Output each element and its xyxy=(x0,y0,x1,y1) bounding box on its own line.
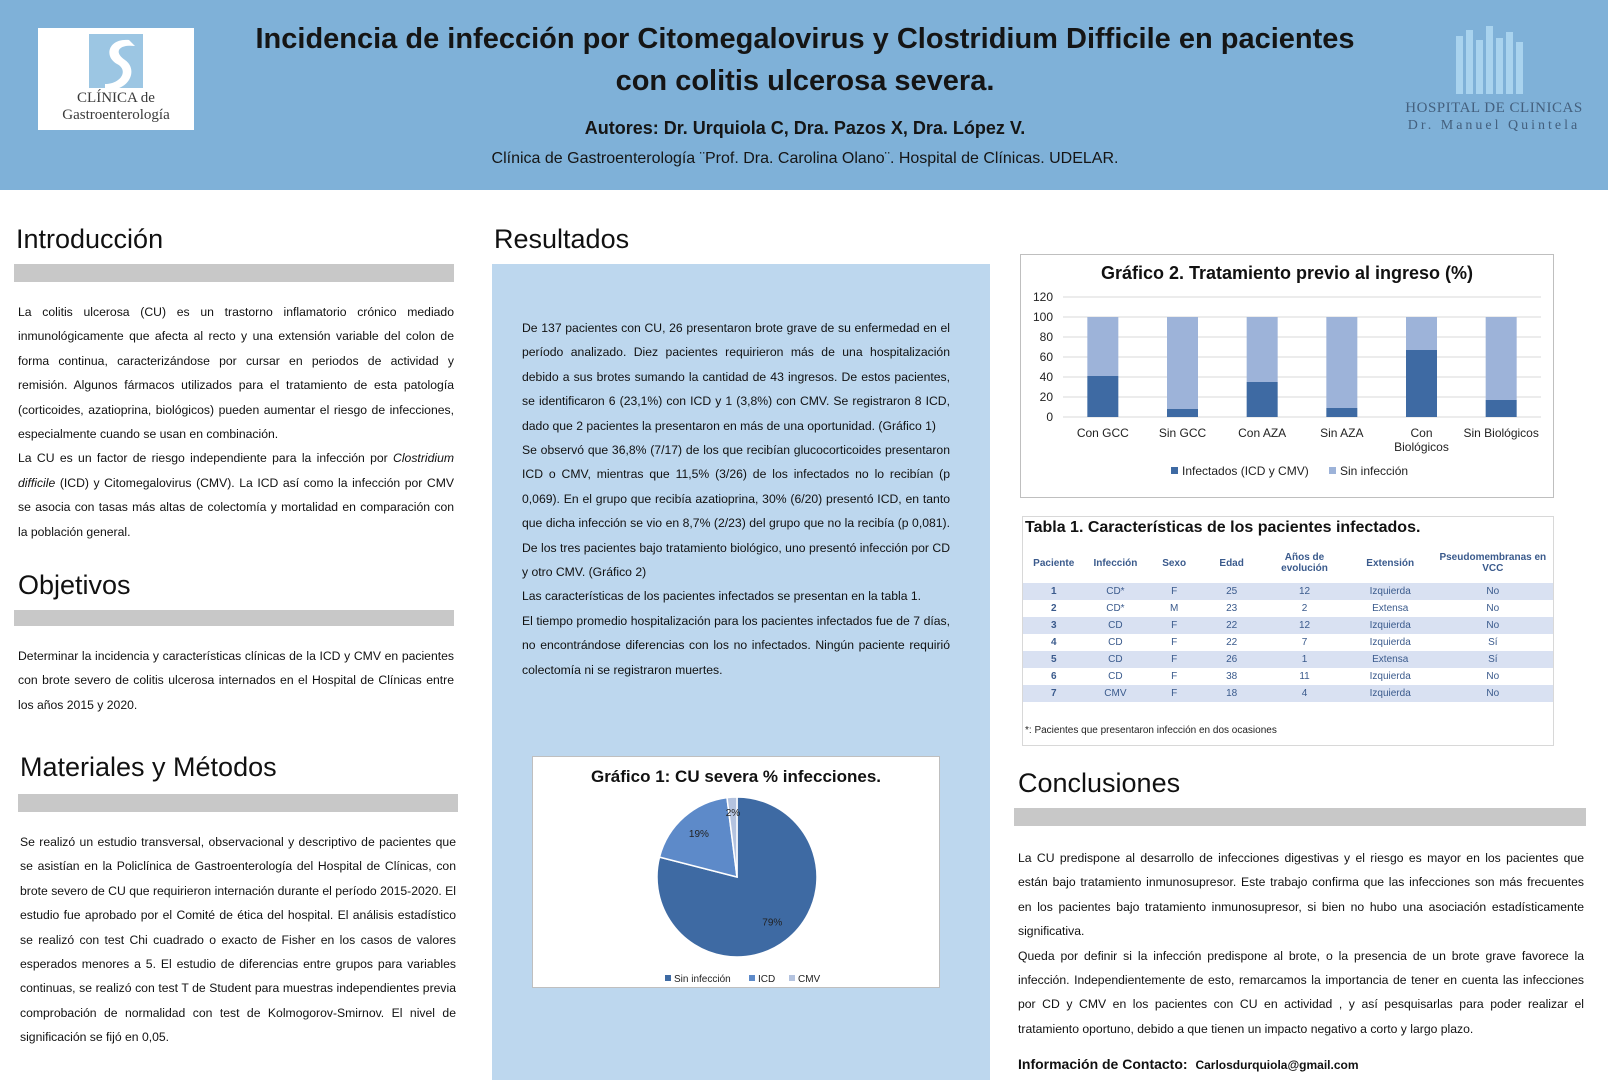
table-cell: CD xyxy=(1084,668,1146,685)
table1-header: Infección xyxy=(1093,557,1138,569)
poster-title-line2: con colitis ulcerosa severa. xyxy=(615,65,995,97)
conclusiones-divider xyxy=(1014,808,1586,826)
table-cell: F xyxy=(1146,651,1202,668)
bar-infectados xyxy=(1087,376,1118,417)
conclusiones-text xyxy=(1018,846,1584,1041)
clinica-logo-line1: CLÍNICA de xyxy=(77,90,155,106)
x-tick-label: Sin AZA xyxy=(1320,426,1364,440)
legend-swatch xyxy=(1171,467,1178,474)
hospital-clinicas-logo xyxy=(1394,22,1594,142)
resultados-paragraph-2: Se observó que 36,8% (7/17) de los que recibían glucocorticoides presentaron ICD o CMV, mientras que 11,5% (3/26) de los infectados no lo recibían (p 0,069). En el grupo que recibía azatioprina, 30% (6/20) presentó ICD, en tanto que dicha infección se vio en 8,7% (2/23) del grupo que no la recibía (p 0,081). De los tres pacientes bajo tratamiento biológico, uno presentó infección por CD y otro CMV. (Gráfico 2) xyxy=(522,443,950,580)
intro-paragraph-2: La CU es un factor de riesgo independiente para la infección por Clostridium difficile (ICD) y Citomegalovirus (CMV). La ICD así como la infección por CMV se asocia con tasas más altas de colectomía y mortalidad en comparación con la población general. xyxy=(18,451,454,539)
resultados-paragraph-3: Las características de los pacientes infectados se presentan en la tabla 1. xyxy=(522,589,922,604)
table1-header: Años de evolución xyxy=(1281,552,1328,574)
table-cell: F xyxy=(1146,668,1202,685)
x-tick-label: Con Biológicos xyxy=(1394,426,1449,454)
table-cell: 11 xyxy=(1261,668,1347,685)
table-cell: 1 xyxy=(1261,651,1347,668)
table-cell: 7 xyxy=(1023,685,1084,702)
table-cell: 5 xyxy=(1023,651,1084,668)
table-row xyxy=(1023,634,1553,651)
bar-infectados xyxy=(1406,350,1437,417)
table-cell: No xyxy=(1433,600,1553,617)
intro-heading: Introducción xyxy=(16,224,164,254)
bar-infectados xyxy=(1247,382,1278,417)
objetivos-text: Determinar la incidencia y características clínicas de la ICD y CMV en pacientes con brote severo de colitis ulcerosa internados en el Hospital de Clínicas entre los años 2015 y 2020. xyxy=(18,649,454,712)
pie-legend xyxy=(665,974,821,985)
table-cell: 22 xyxy=(1202,617,1261,634)
bar-sin-infeccion xyxy=(1167,317,1198,409)
hospital-logo-line2: Dr. Manuel Quintela xyxy=(1407,118,1581,133)
table-cell: CD xyxy=(1084,634,1146,651)
bar-infectados xyxy=(1486,400,1517,417)
table-cell: CD xyxy=(1084,651,1146,668)
table-cell: Extensa xyxy=(1348,600,1433,617)
legend-swatch xyxy=(1329,467,1336,474)
table1-header-row xyxy=(1023,543,1553,583)
table-row xyxy=(1023,651,1553,668)
intro-text xyxy=(18,300,454,544)
y-tick-label: 20 xyxy=(1039,390,1053,404)
hospital-logo-line1: HOSPITAL DE CLINICAS xyxy=(1405,100,1583,116)
poster-header xyxy=(0,0,1608,190)
table-cell: CD* xyxy=(1084,583,1146,600)
bar-infectados xyxy=(1167,409,1198,417)
pie-chart-title: Gráfico 1: CU severa % infecciones. xyxy=(590,767,882,786)
x-tick-label: Sin GCC xyxy=(1158,426,1207,440)
table-cell: 6 xyxy=(1023,668,1084,685)
y-tick-label: 40 xyxy=(1039,370,1053,384)
poster-authors: Autores: Dr. Urquiola C, Dra. Pazos X, Dra. López V. xyxy=(584,118,1026,138)
y-tick-label: 80 xyxy=(1039,330,1053,344)
table1-title: Tabla 1. Características de los pacientes infectados. xyxy=(1025,519,1421,536)
resultados-paragraph-1: De 137 pacientes con CU, 26 presentaron brote grave de su enfermedad en el período analizado. Diez pacientes requirieron más de una hospitalización debido a sus brotes sumando la cantidad de 43 ingresos. De estos pacientes, se identificaron 6 (23,1%) con ICD y 1 (3,8%) con CMV. Se registraron 8 ICD, dado que 2 pacientes la presentaron en más de una oportunidad. (Gráfico 1) xyxy=(522,321,950,433)
table-cell: Izquierda xyxy=(1348,617,1433,634)
contact-email[interactable]: Carlosdurquiola@gmail.com xyxy=(1195,1058,1359,1072)
table-cell: Izquierda xyxy=(1348,583,1433,600)
poster-title xyxy=(240,18,1370,102)
table-cell: 38 xyxy=(1202,668,1261,685)
table-cell: 7 xyxy=(1261,634,1347,651)
pie-chart-box xyxy=(532,756,940,988)
y-tick-label: 0 xyxy=(1046,410,1053,424)
table1-header: Edad xyxy=(1219,557,1244,569)
table-row xyxy=(1023,617,1553,634)
intro-paragraph-1: La colitis ulcerosa (CU) es un trastorno inflamatorio crónico mediado inmunológicamente que afecta al recto y una extensión variable del colon de forma continua, caracterizándose por cursar en periodos de actividad y remisión. Algunos fármacos utilizados para el tratamiento de esta patología (corticoides, azatioprina, biológicos) pueden aumentar el riesgo de infecciones, especialmente cuando se usan en combinación. xyxy=(18,305,454,442)
table1-footnote: *: Pacientes que presentaron infección en dos ocasiones xyxy=(1025,725,1277,736)
table-cell: 1 xyxy=(1023,583,1084,600)
table1-box xyxy=(1022,516,1554,746)
bar-infectados xyxy=(1326,408,1357,417)
table-cell: No xyxy=(1433,685,1553,702)
poster-title-line1: Incidencia de infección por Citomegalovirus y Clostridium Difficile en pacientes xyxy=(255,23,1355,55)
pie-data-label: 19% xyxy=(688,828,709,840)
table-cell: 25 xyxy=(1202,583,1261,600)
objetivos-divider xyxy=(14,610,454,626)
legend-swatch xyxy=(749,975,755,981)
table-cell: 22 xyxy=(1202,634,1261,651)
bar-legend xyxy=(1171,464,1408,478)
y-tick-label: 100 xyxy=(1032,310,1053,324)
legend-label: CMV xyxy=(798,974,821,985)
materiales-heading: Materiales y Métodos xyxy=(20,752,277,782)
table-cell: 26 xyxy=(1202,651,1261,668)
table-cell: F xyxy=(1146,634,1202,651)
table-cell: Izquierda xyxy=(1348,668,1433,685)
table-row xyxy=(1023,583,1553,600)
legend-label: Infectados (ICD y CMV) xyxy=(1182,464,1309,478)
table-cell: CD xyxy=(1084,617,1146,634)
pie-data-label: 79% xyxy=(762,917,783,929)
pie-data-label: 2% xyxy=(725,808,741,820)
x-tick-label: Con GCC xyxy=(1076,426,1129,440)
hospital-logo-icon xyxy=(1456,22,1526,94)
intro-italic-term: Clostridium difficile xyxy=(18,451,454,490)
table1-header: Paciente xyxy=(1033,557,1075,569)
x-tick-label: Sin Biológicos xyxy=(1463,426,1539,440)
table-cell: No xyxy=(1433,617,1553,634)
table-cell: 2 xyxy=(1261,600,1347,617)
y-tick-label: 60 xyxy=(1039,350,1053,364)
resultados-heading: Resultados xyxy=(494,224,630,254)
table-cell: F xyxy=(1146,617,1202,634)
pie-chart xyxy=(533,793,939,987)
table-cell: F xyxy=(1146,583,1202,600)
clinica-gastro-logo xyxy=(38,28,194,130)
contact-line xyxy=(1018,1056,1359,1072)
table-row xyxy=(1023,668,1553,685)
conclusiones-heading: Conclusiones xyxy=(1018,768,1181,798)
clinica-logo-icon xyxy=(89,34,143,88)
bar-chart xyxy=(1021,285,1553,495)
contact-label: Información de Contacto: xyxy=(1018,1056,1188,1072)
bar-chart-title: Gráfico 2. Tratamiento previo al ingreso (%) xyxy=(1100,263,1474,283)
bar-sin-infeccion xyxy=(1247,317,1278,382)
table-cell: No xyxy=(1433,668,1553,685)
table1-header: Extensión xyxy=(1366,557,1415,569)
table-cell: Sí xyxy=(1433,634,1553,651)
table-cell: 18 xyxy=(1202,685,1261,702)
table-cell: 3 xyxy=(1023,617,1084,634)
table-cell: 23 xyxy=(1202,600,1261,617)
bar-chart-box xyxy=(1020,254,1554,498)
table-cell: 4 xyxy=(1261,685,1347,702)
resultados-text xyxy=(522,316,950,682)
resultados-paragraph-4: El tiempo promedio hospitalización para los pacientes infectados fue de 7 días, no encontrándose diferencias con los no infectados. Ningún paciente requirió colectomía ni se registraron muertes. xyxy=(522,613,950,677)
table-cell: 12 xyxy=(1261,617,1347,634)
objetivos-heading: Objetivos xyxy=(18,570,131,600)
table-cell: CMV xyxy=(1084,685,1146,702)
table-cell: 12 xyxy=(1261,583,1347,600)
table-cell: M xyxy=(1146,600,1202,617)
y-tick-label: 120 xyxy=(1032,290,1053,304)
conclusiones-paragraph-1: La CU predispone al desarrollo de infecciones digestivas y el riesgo es mayor en los pacientes que están bajo tratamiento inmunosupresor. Este trabajo confirma que las infecciones son más frecuentes en los pacientes bajo tratamiento inmunosupresor, si bien no hubo una asociación estadísticamente significativa. xyxy=(1018,851,1584,939)
conclusiones-paragraph-2: Queda por definir si la infección predispone al brote, o la presencia de un brote grave favorece la infección. Independientemente de esto, remarcamos la importancia de tener en cuenta las infecciones por CD y CMV en los pacientes con CU en actividad , y así pesquisarlas para poder realizar el tratamiento oportuno, debido a que tienen un impacto negativo a corto y largo plazo. xyxy=(1018,948,1584,1036)
table-row xyxy=(1023,685,1553,702)
table-cell: 2 xyxy=(1023,600,1084,617)
table-cell: 4 xyxy=(1023,634,1084,651)
legend-swatch xyxy=(665,975,671,981)
bar-sin-infeccion xyxy=(1486,317,1517,400)
bar-sin-infeccion xyxy=(1406,317,1437,350)
legend-label: Sin infección xyxy=(1340,464,1409,478)
legend-label: Sin infección xyxy=(674,974,731,985)
materiales-divider xyxy=(18,794,458,812)
poster-affiliation: Clínica de Gastroenterología ¨Prof. Dra. Carolina Olano¨. Hospital de Clínicas. UDELAR. xyxy=(491,150,1119,167)
table-row xyxy=(1023,600,1553,617)
bar-sin-infeccion xyxy=(1326,317,1357,408)
table-cell: Sí xyxy=(1433,651,1553,668)
table-cell: Izquierda xyxy=(1348,634,1433,651)
table-cell: CD* xyxy=(1084,600,1146,617)
table1-header: Pseudomembranas en VCC xyxy=(1439,552,1547,574)
legend-label: ICD xyxy=(758,974,776,985)
legend-swatch xyxy=(789,975,795,981)
table-cell: No xyxy=(1433,583,1553,600)
table-cell: Extensa xyxy=(1348,651,1433,668)
bar-sin-infeccion xyxy=(1087,317,1118,376)
table1-header: Sexo xyxy=(1162,557,1187,569)
table-cell: Izquierda xyxy=(1348,685,1433,702)
x-tick-label: Con AZA xyxy=(1238,426,1287,440)
table-cell: F xyxy=(1146,685,1202,702)
intro-divider xyxy=(14,264,454,282)
clinica-logo-line2: Gastroenterología xyxy=(62,107,170,123)
table1 xyxy=(1023,543,1553,702)
materiales-text: Se realizó un estudio transversal, observacional y descriptivo de pacientes que se asistían en la Policlínica de Gastroenterología del Hospital de Clínicas, con brote severo de CU que requirieron internación durante el período 2015-2020. El estudio fue aprobado por el Comité de ética del hospital. El análisis estadístico se realizó con test Chi cuadrado o exacto de Fisher en los casos de valores esperados menores a 5. El estudio de diferencias entre grupos para variables continuas, se realizó con test T de Student para muestras independientes previa comprobación de normalidad con test de Kolmogorov-Smirnov. El nivel de significación se fijó en 0,05. xyxy=(20,835,456,1045)
